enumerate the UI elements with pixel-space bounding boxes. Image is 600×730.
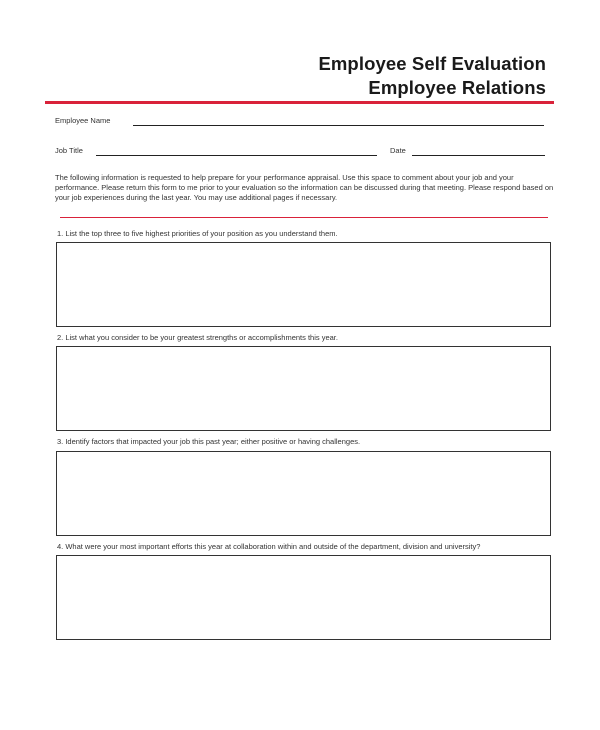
- question-3-label: 3. Identify factors that impacted your job this past year; either positive or having challenges.: [57, 437, 361, 446]
- title-divider: [45, 101, 554, 104]
- question-3-answer-box[interactable]: [56, 451, 551, 536]
- date-field[interactable]: [412, 155, 545, 156]
- form-subtitle: Employee Relations: [368, 77, 546, 98]
- employee-name-label: Employee Name: [55, 116, 111, 125]
- question-1-label: 1. List the top three to five highest priorities of your position as you understand them.: [57, 229, 338, 238]
- section-divider: [60, 217, 548, 218]
- question-2-label: 2. List what you consider to be your greatest strengths or accomplishments this year.: [57, 333, 338, 342]
- question-2-answer-box[interactable]: [56, 346, 551, 431]
- date-label: Date: [390, 146, 406, 155]
- form-title: Employee Self Evaluation: [318, 53, 546, 74]
- intro-paragraph: The following information is requested to help prepare for your performance appraisal. Use this space to comment about your job and your performance. Please return this form to me prior to your evaluation so the information can be discussed during that meeting. Please respond based on your job experiences during the last year. You may use additional pages if necessary.: [55, 173, 554, 202]
- job-title-label: Job Title: [55, 146, 83, 155]
- job-title-field[interactable]: [96, 155, 377, 156]
- question-4-answer-box[interactable]: [56, 555, 551, 640]
- employee-name-field[interactable]: [133, 125, 544, 126]
- question-4-label: 4. What were your most important efforts this year at collaboration within and outside of the department, division and university?: [57, 542, 481, 551]
- question-1-answer-box[interactable]: [56, 242, 551, 327]
